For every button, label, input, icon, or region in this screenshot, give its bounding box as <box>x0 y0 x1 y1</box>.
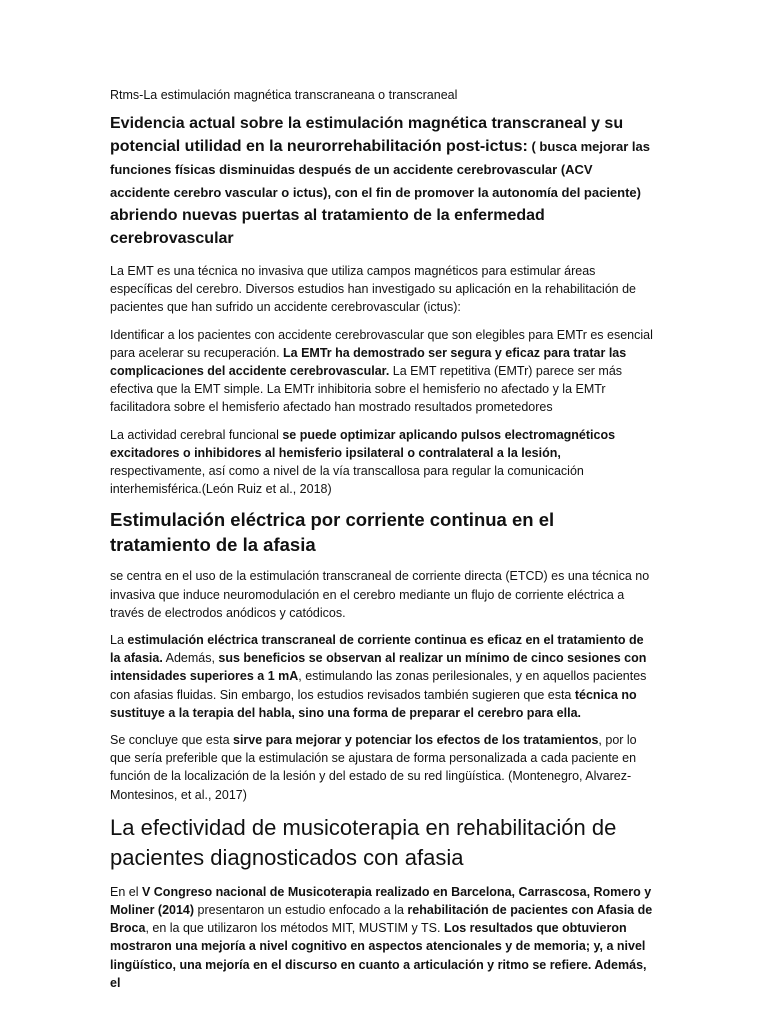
bold-run: V Congreso nacional de Musicoterapia realizado en Barcelona, Carrascosa, Romero y Moliner (2014) <box>110 884 652 918</box>
text-run: , en la que utilizaron los métodos MIT, MUSTIM y TS. <box>145 921 444 936</box>
section1-paragraph-3 <box>110 426 655 499</box>
bold-run: sus beneficios se observan al realizar un mínimo de cinco sesiones con intensidades superiores a 1 mA <box>110 651 647 684</box>
bold-run: rehabilitación de pacientes con Afasia de Broca <box>110 903 653 936</box>
text-run: La actividad cerebral funcional <box>110 427 283 442</box>
text-run: , estimulando las zonas perilesionales, y en aquellos pacientes con afasias fluidas. Sin embargo, los estudios revisados también sugieren que esta <box>110 669 647 702</box>
text-run: Identificar a los pacientes con accidente cerebrovascular que son elegibles para EMTr es esencial para acelerar su recuperación. <box>110 327 653 360</box>
text-run: La <box>110 633 128 648</box>
text-run: presentaron un estudio enfocado a la <box>194 903 408 918</box>
text-run: , por lo que sería preferible que la estimulación se ajustara de forma personalizada a cada paciente en función de la localización de la lesión y del estado de su red lingüística. (Montenegro, Alvarez-Montesinos, et al., 2017) <box>110 733 637 802</box>
bold-run: estimulación eléctrica transcraneal de corriente continua es eficaz en el tratamiento de la afasia. <box>110 633 644 666</box>
bold-run: técnica no sustituye a la terapia del habla, sino una forma de preparar el cerebro para ella. <box>110 687 637 720</box>
section1-heading-sub: ( busca mejorar las funciones físicas disminuidas después de un accidente cerebrovascular (ACV accidente cerebro vascular o ictus), con el fin de promover la autonomía del paciente) <box>110 139 650 200</box>
document-title: Rtms-La estimulación magnética transcraneana o transcraneal <box>110 88 458 102</box>
section3-paragraph-1 <box>110 883 655 992</box>
section2-paragraph-1: se centra en el uso de la estimulación transcraneal de corriente directa (ETCD) es una técnica no invasiva que induce neuromodulación en el cerebro mediante un flujo de corriente eléctrica a través de electrodos anódicos y catódicos. <box>110 569 650 620</box>
section3-heading: La efectividad de musicoterapia en rehabilitación de pacientes diagnosticados con afasia <box>110 814 617 870</box>
bold-run: Los resultados que obtuvieron mostraron una mejoría a nivel cognitivo en aspectos atencionales y de memoria; y, a nivel lingüístico, una mejoría en el discurso en cuanto a articulación y ritmo se refiere. Además, el <box>110 921 647 990</box>
section1-heading-main: Evidencia actual sobre la estimulación magnética transcraneal y su potencial utilidad en la neurorrehabilitación post-ictus: <box>110 115 624 155</box>
section1-heading <box>110 112 655 250</box>
text-run: La EMT repetitiva (EMTr) parece ser más efectiva que la EMT simple. La EMTr inhibitoria sobre el hemisferio no afectado y la EMTr facilitadora sobre el hemisferio afectado han mostrado resultados prometedores <box>110 364 623 415</box>
bold-run: se puede optimizar aplicando pulsos electromagnéticos excitadores o inhibidores al hemisferio ipsilateral o contralateral a la lesión, <box>110 427 616 460</box>
section2-paragraph-2 <box>110 631 655 722</box>
text-run: Se concluye que esta <box>110 733 233 748</box>
bold-run: sirve para mejorar y potenciar los efectos de los tratamientos <box>233 733 599 748</box>
text-run: Además, <box>162 651 219 666</box>
section1-heading-end: abriendo nuevas puertas al tratamiento de la enfermedad cerebrovascular <box>110 207 545 247</box>
section2-heading: Estimulación eléctrica por corriente continua en el tratamiento de la afasia <box>110 509 555 556</box>
section1-paragraph-2 <box>110 326 655 417</box>
document-page <box>110 86 655 1001</box>
section2-paragraph-3 <box>110 731 655 804</box>
text-run: En el <box>110 884 142 899</box>
text-run: respectivamente, así como a nivel de la vía transcallosa para regular la comunicación interhemisférica.(León Ruiz et al., 2018) <box>110 464 584 497</box>
section1-paragraph-1: La EMT es una técnica no invasiva que utiliza campos magnéticos para estimular áreas específicas del cerebro. Diversos estudios han investigado su aplicación en la rehabilitación de pacientes que han sufrido un accidente cerebrovascular (ictus): <box>110 264 637 315</box>
bold-run: La EMTr ha demostrado ser segura y eficaz para tratar las complicaciones del accidente cerebrovascular. <box>110 345 627 379</box>
